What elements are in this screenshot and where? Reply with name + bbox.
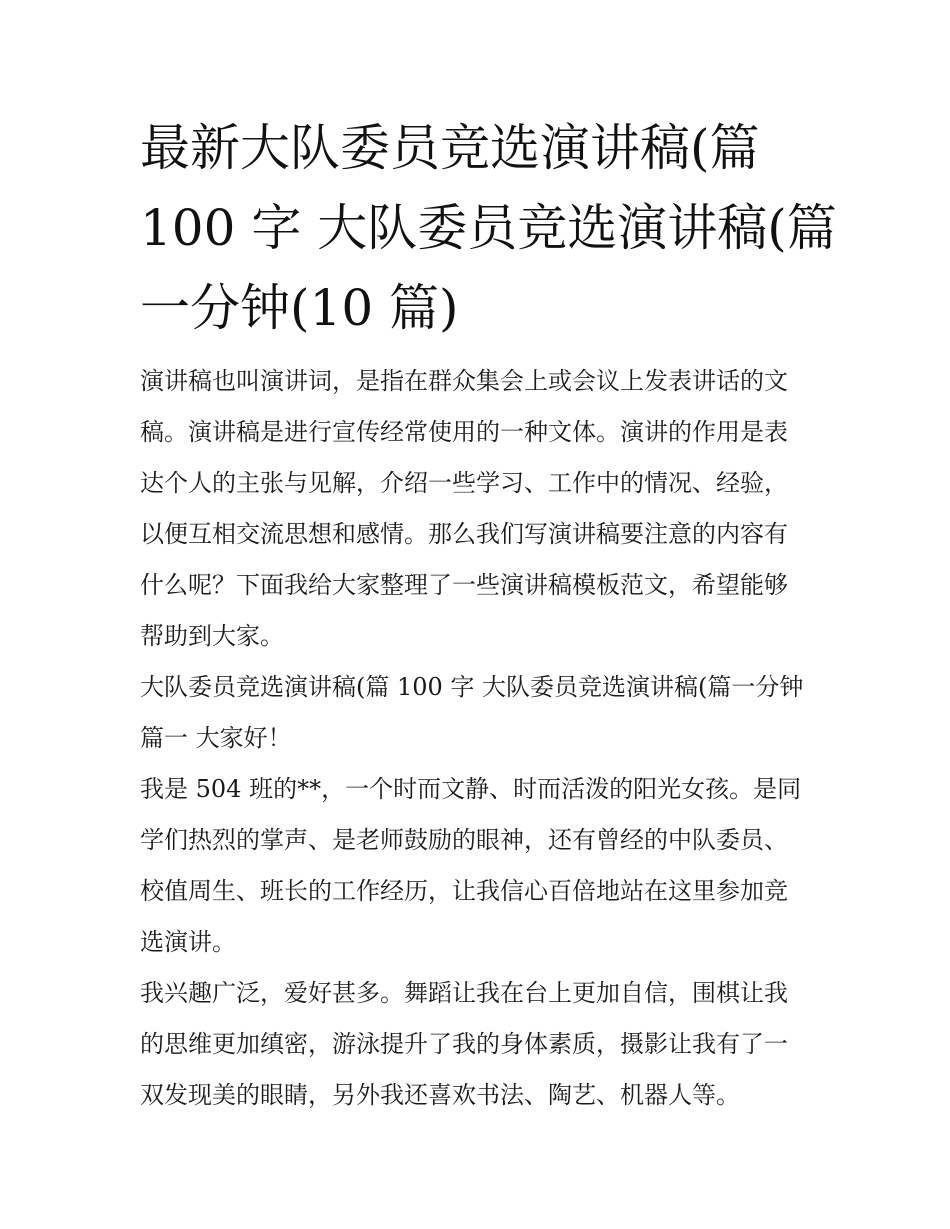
title-line-2: 100 字 大队委员竞选演讲稿(篇 — [140, 199, 837, 257]
body-line: 我是 504 班的**，一个时而文静、时而活泼的阳光女孩。是同 — [140, 775, 802, 803]
document-title — [140, 108, 837, 348]
body-line: 达个人的主张与见解，介绍一些学习、工作中的情况、经验， — [140, 469, 788, 497]
body-line: 以便互相交流思想和感情。那么我们写演讲稿要注意的内容有 — [140, 520, 788, 548]
body-line: 我兴趣广泛，爱好甚多。舞蹈让我在台上更加自信，围棋让我 — [140, 979, 788, 1007]
body-line: 双发现美的眼睛，另外我还喜欢书法、陶艺、机器人等。 — [140, 1081, 740, 1109]
body-line: 演讲稿也叫演讲词，是指在群众集会上或会议上发表讲话的文 — [140, 367, 788, 395]
title-line-3: 一分钟(10 篇) — [140, 279, 459, 337]
body-line: 学们热烈的掌声、是老师鼓励的眼神，还有曾经的中队委员、 — [140, 826, 788, 854]
body-line: 的思维更加缜密，游泳提升了我的身体素质，摄影让我有了一 — [140, 1030, 788, 1058]
body-line: 什么呢？下面我给大家整理了一些演讲稿模板范文，希望能够 — [140, 571, 788, 599]
body-line: 大队委员竞选演讲稿(篇 100 字 大队委员竞选演讲稿(篇一分钟 — [140, 673, 804, 701]
body-line: 选演讲。 — [140, 928, 236, 956]
body-line: 帮助到大家。 — [140, 622, 284, 650]
document-body — [140, 356, 820, 1121]
body-line: 稿。演讲稿是进行宣传经常使用的一种文体。演讲的作用是表 — [140, 418, 788, 446]
body-line: 篇一 大家好！ — [140, 724, 292, 752]
body-line: 校值周生、班长的工作经历，让我信心百倍地站在这里参加竞 — [140, 877, 788, 905]
title-line-1: 最新大队委员竞选演讲稿(篇 — [140, 119, 760, 177]
